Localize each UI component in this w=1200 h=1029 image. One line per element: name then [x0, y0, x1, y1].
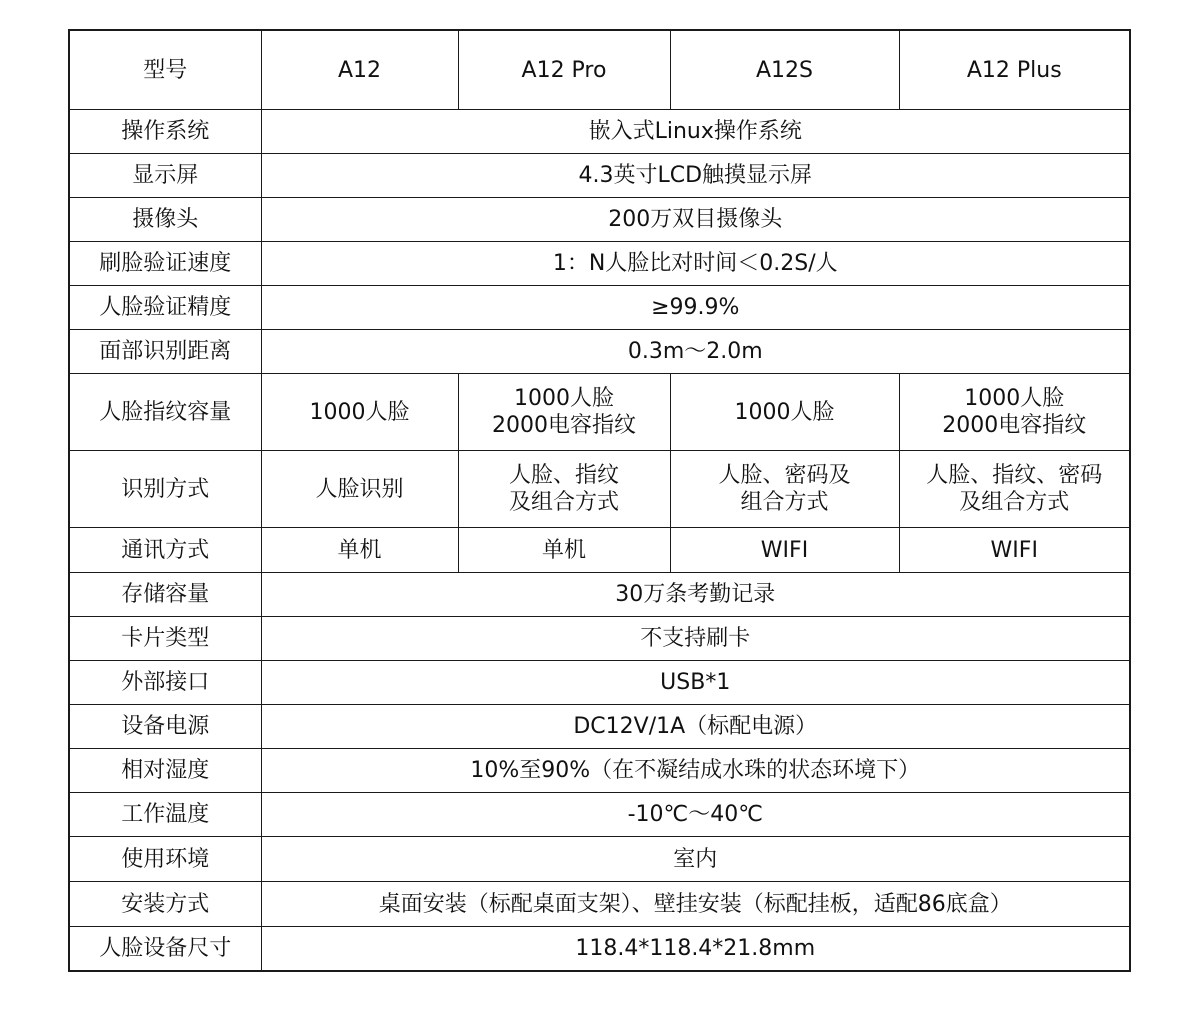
cell-line: 人脸、密码及: [718, 463, 851, 488]
row-label: 显示屏: [69, 154, 261, 198]
recognition-a12-plus: [899, 451, 1130, 528]
row-value: DC12V/1A（标配电源）: [261, 705, 1130, 749]
row-value: 10%至90%（在不凝结成水珠的状态环境下）: [261, 749, 1130, 793]
row-label: 外部接口: [69, 661, 261, 705]
row-value: 1：N人脸比对时间＜0.2S/人: [261, 242, 1130, 286]
row-label: 通讯方式: [69, 528, 261, 573]
spec-row-capacity: [69, 374, 1130, 451]
spec-row-environment: [69, 837, 1130, 882]
communication-a12: 单机: [261, 528, 458, 573]
row-label: 存储容量: [69, 573, 261, 617]
spec-table: [68, 29, 1131, 972]
spec-row-interface: [69, 661, 1130, 705]
spec-row-recognition: [69, 451, 1130, 528]
spec-row-display: [69, 154, 1130, 198]
row-value: 桌面安装（标配桌面支架）、壁挂安装（标配挂板，适配86底盒）: [261, 882, 1130, 927]
cell-line: 1000人脸: [734, 399, 835, 425]
row-label: 面部识别距离: [69, 330, 261, 374]
row-value: 118.4*118.4*21.8mm: [261, 927, 1130, 972]
model-a12s: A12S: [670, 30, 899, 110]
spec-row-verify-accuracy: [69, 286, 1130, 330]
row-label: 识别方式: [69, 451, 261, 528]
capacity-a12-plus: [899, 374, 1130, 451]
cell-line: 及组合方式: [508, 490, 619, 515]
capacity-a12-pro: [458, 374, 670, 451]
spec-row-power: [69, 705, 1130, 749]
spec-row-storage: [69, 573, 1130, 617]
cell-line: 及组合方式: [959, 490, 1070, 515]
model-a12: A12: [261, 30, 458, 110]
row-value: 不支持刷卡: [261, 617, 1130, 661]
row-value: 0.3m～2.0m: [261, 330, 1130, 374]
spec-row-distance: [69, 330, 1130, 374]
spec-row-dimensions: [69, 927, 1130, 972]
cell-line: 1000人脸: [514, 386, 614, 411]
header-row: [69, 30, 1130, 110]
spec-row-installation: [69, 882, 1130, 927]
communication-a12-pro: 单机: [458, 528, 670, 573]
cell-line: 2000电容指纹: [492, 413, 636, 438]
row-value: 200万双目摄像头: [261, 198, 1130, 242]
cell-line: 组合方式: [740, 490, 829, 515]
row-label: 安装方式: [69, 882, 261, 927]
spec-row-communication: [69, 528, 1130, 573]
row-label: 使用环境: [69, 837, 261, 882]
spec-row-verify-speed: [69, 242, 1130, 286]
cell-line: 1000人脸: [964, 386, 1065, 411]
spec-row-camera: [69, 198, 1130, 242]
row-value: 嵌入式Linux操作系统: [261, 110, 1130, 154]
communication-a12s: WIFI: [670, 528, 899, 573]
spec-row-temperature: [69, 793, 1130, 837]
model-a12-pro: A12 Pro: [458, 30, 670, 110]
spec-row-card-type: [69, 617, 1130, 661]
row-value: USB*1: [261, 661, 1130, 705]
recognition-a12: [261, 451, 458, 528]
row-label: 相对湿度: [69, 749, 261, 793]
row-label: 操作系统: [69, 110, 261, 154]
model-label: 型号: [69, 30, 261, 110]
spec-row-humidity: [69, 749, 1130, 793]
spec-row-os: [69, 110, 1130, 154]
row-label: 人脸设备尺寸: [69, 927, 261, 972]
model-a12-plus: A12 Plus: [899, 30, 1130, 110]
communication-a12-plus: WIFI: [899, 528, 1130, 573]
row-value: 4.3英寸LCD触摸显示屏: [261, 154, 1130, 198]
cell-line: 人脸、指纹、密码: [926, 463, 1103, 488]
row-label: 设备电源: [69, 705, 261, 749]
recognition-a12-pro: [458, 451, 670, 528]
row-value: ≥99.9%: [261, 286, 1130, 330]
cell-line: 1000人脸: [309, 399, 410, 425]
capacity-a12: [261, 374, 458, 451]
cell-line: 2000电容指纹: [942, 413, 1087, 438]
row-label: 人脸验证精度: [69, 286, 261, 330]
capacity-a12s: [670, 374, 899, 451]
row-label: 刷脸验证速度: [69, 242, 261, 286]
row-value: -10℃～40℃: [261, 793, 1130, 837]
row-value: 30万条考勤记录: [261, 573, 1130, 617]
row-label: 人脸指纹容量: [69, 374, 261, 451]
row-label: 工作温度: [69, 793, 261, 837]
row-label: 卡片类型: [69, 617, 261, 661]
row-value: 室内: [261, 837, 1130, 882]
cell-line: 人脸、指纹: [508, 463, 619, 488]
recognition-a12s: [670, 451, 899, 528]
cell-line: 人脸识别: [315, 476, 404, 502]
row-label: 摄像头: [69, 198, 261, 242]
